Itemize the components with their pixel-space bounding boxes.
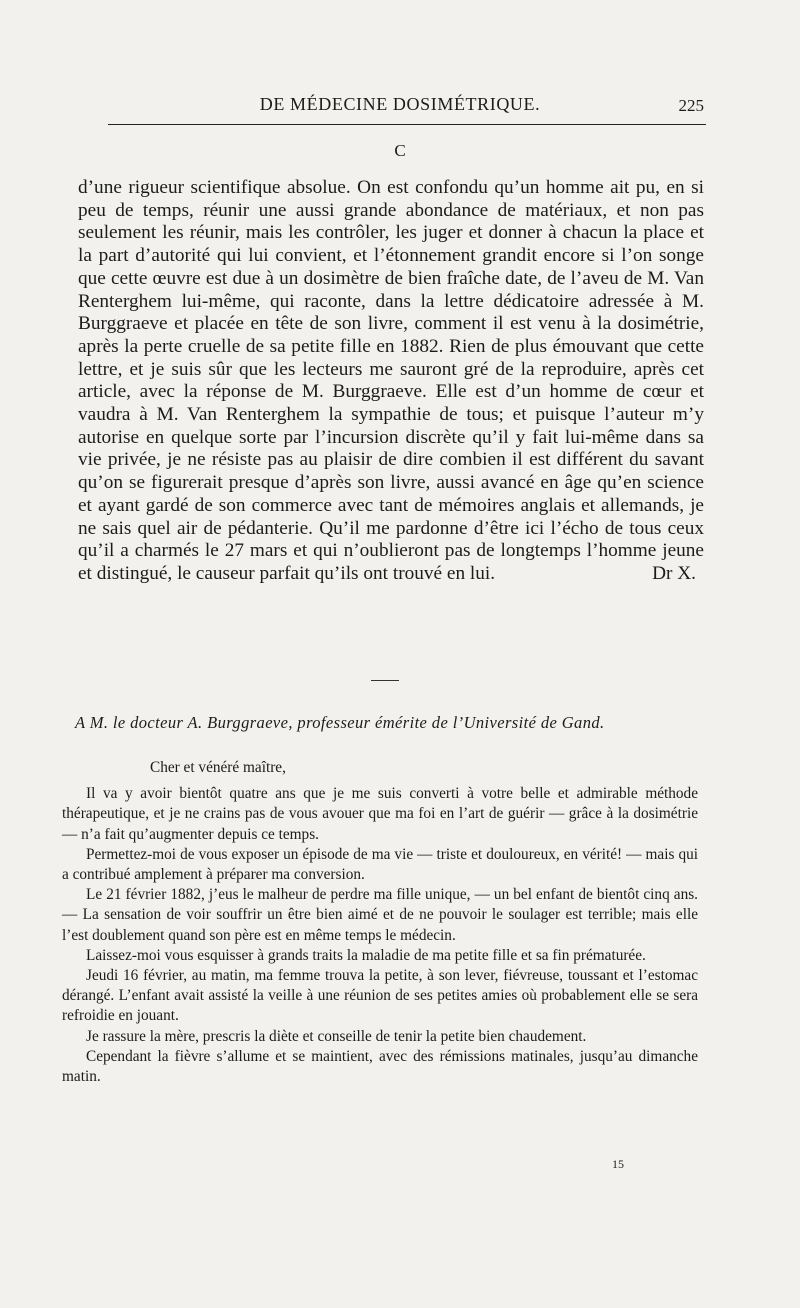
article-paragraph	[78, 177, 704, 586]
letter-paragraph: Cependant la fièvre s’allume et se maintient, avec des rémissions matinales, jusqu’au dimanche matin.	[62, 1047, 698, 1086]
section-divider	[371, 680, 399, 681]
running-head-title: DE MÉDECINE DOSIMÉTRIQUE.	[259, 94, 541, 114]
gathering-number: 15	[612, 1157, 624, 1171]
letter-salutation: Cher et vénéré maître,	[150, 759, 286, 776]
header-rule	[108, 124, 706, 125]
article-body	[78, 177, 704, 586]
letter-paragraph: Laissez-moi vous esquisser à grands traits la maladie de ma petite fille et sa fin prématurée.	[86, 946, 646, 964]
letter-body	[62, 758, 698, 1087]
letter-paragraph: Jeudi 16 février, au matin, ma femme trouva la petite, à son lever, fiévreuse, toussant et l’estomac dérangé. L’enfant avait assisté la veille à une réunion de ses petites amies où probablement elle se sera refroidie en jouant.	[62, 967, 698, 1025]
letter-addressee: A M. le docteur A. Burggraeve, professeur émérite de l’Université de Gand.	[75, 713, 605, 732]
letter-paragraph: Permettez-moi de vous exposer un épisode de ma vie — triste et douloureux, en vérité! — mais qui a contribué amplement à préparer ma conversion.	[62, 845, 698, 884]
running-head	[0, 94, 800, 118]
article-text: d’une rigueur scientifique absolue. On est confondu qu’un homme ait pu, en si peu de temps, réunir une aussi grande abondance de matériaux, et non pas seulement les réunir, mais les contrôler, les juger et donner à chacun la place et la part d’autorité qui lui convient, et l’étonnement grandit encore si l’on songe que cette œuvre est due à un dosimètre de bien fraîche date, de l’aveu de M. Van Renterghem lui-même, qui raconte, dans la lettre dédicatoire adressée à M. Burggraeve et placée en tête de son livre, comment il est venu à la dosimétrie, après la perte cruelle de sa petite fille en 1882. Rien de plus émouvant que cette lettre, et je suis sûr que les lecteurs me sauront gré de la reproduire, après cet article, avec la réponse de M. Burggraeve. Elle est d’un homme de cœur et vaudra à M. Van Renterghem la sympathie de tous; et puisque l’auteur m’y autorise en quelque sorte par l’incursion discrète qu’il y fait lui-même dans sa vie privée, je ne résiste pas au plaisir de dire combien il est différent du savant qu’on se figurerait presque d’après son livre, aussi avancé en âge qu’en science et ayant gardé de son commerce avec tant de mémoires anglais et allemands, je ne sais quel air de pédanterie. Qu’il me pardonne d’être ici l’écho de tous ceux qu’il a charmés le 27 mars et qui n’oublieront pas de longtemps l’homme jeune et distingué, le causeur parfait qu’ils ont trouvé en lui.	[78, 177, 704, 584]
letter-paragraph: Je rassure la mère, prescris la diète et conseille de tenir la petite bien chaudement.	[86, 1027, 587, 1045]
author-signature: Dr X.	[652, 562, 696, 584]
letter-paragraph: Il va y avoir bientôt quatre ans que je me suis converti à votre belle et admirable méthode thérapeutique, et je ne crains pas de vous avouer que ma foi en l’art de guérir — grâce à la dosimétrie — n’a fait qu’augmenter depuis ce temps.	[62, 785, 698, 843]
page-number: 225	[678, 96, 704, 115]
letter-paragraph: Le 21 février 1882, j’eus le malheur de perdre ma fille unique, — un bel enfant de bientôt cinq ans. — La sensation de voir souffrir un être bien aimé et de ne pouvoir le soulager est terrible; mais elle l’est doublement quand son père est en même temps le médecin.	[62, 886, 698, 944]
signature-mark: C	[394, 141, 406, 160]
